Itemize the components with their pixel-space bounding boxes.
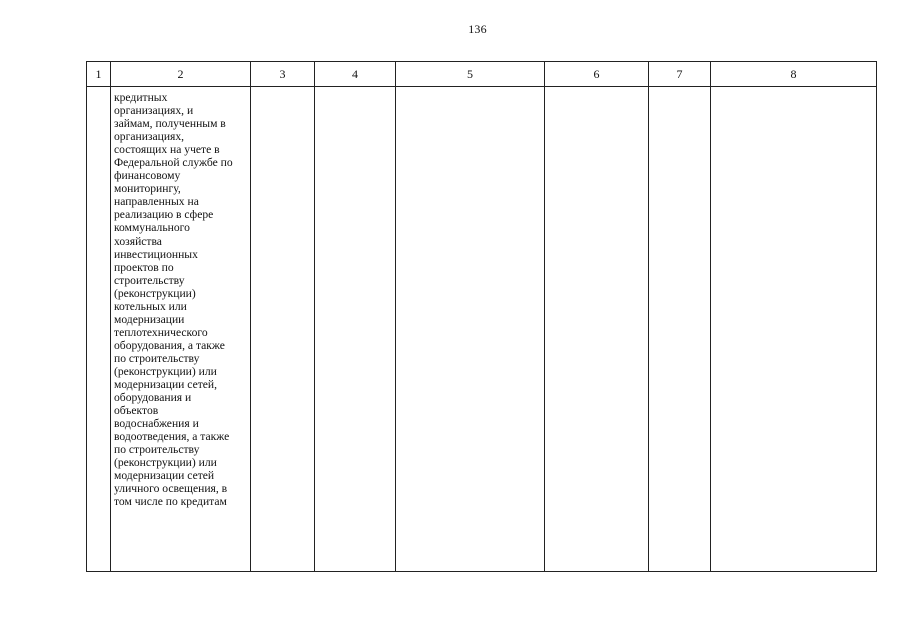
page-number: 136 <box>468 22 487 36</box>
column-header-8: 8 <box>711 62 877 87</box>
document-table <box>86 61 877 572</box>
table-cell-col1 <box>87 87 111 572</box>
table-cell-col4 <box>315 87 396 572</box>
cell-text-col2: кредитных организациях, и займам, полученным в организациях, состоящих на учете в Федеральной службе по финансовому мониторингу, направленных на реализацию в сфере коммунального хозяйства инвестиционных проектов по строительству (реконструкции) котельных или модернизации теплотехнического оборудования, а также по строительству (реконструкции) или модернизации сетей, оборудования и объектов водоснабжения и водоотведения, а также по строительству (реконструкции) или модернизации сетей уличного освещения, в том числе по кредитам <box>114 91 233 509</box>
table-cell-col2 <box>111 87 251 572</box>
table-cell-col8 <box>711 87 877 572</box>
cell-text-col7 <box>649 87 710 91</box>
table-cell-col3 <box>251 87 315 572</box>
column-header-7: 7 <box>649 62 711 87</box>
cell-text-col8 <box>711 87 876 91</box>
column-header-4: 4 <box>315 62 396 87</box>
cell-text-col1 <box>87 87 110 91</box>
cell-text-col6 <box>545 87 648 91</box>
column-header-3: 3 <box>251 62 315 87</box>
table-row <box>87 87 877 572</box>
cell-text-col4 <box>315 87 395 91</box>
cell-text-col3 <box>251 87 314 91</box>
column-header-2: 2 <box>111 62 251 87</box>
table-cell-col5 <box>396 87 545 572</box>
cell-text-col5 <box>396 87 544 91</box>
column-header-6: 6 <box>545 62 649 87</box>
table-cell-col7 <box>649 87 711 572</box>
column-header-5: 5 <box>396 62 545 87</box>
table-cell-col6 <box>545 87 649 572</box>
column-header-1: 1 <box>87 62 111 87</box>
table-header-row <box>87 62 877 87</box>
